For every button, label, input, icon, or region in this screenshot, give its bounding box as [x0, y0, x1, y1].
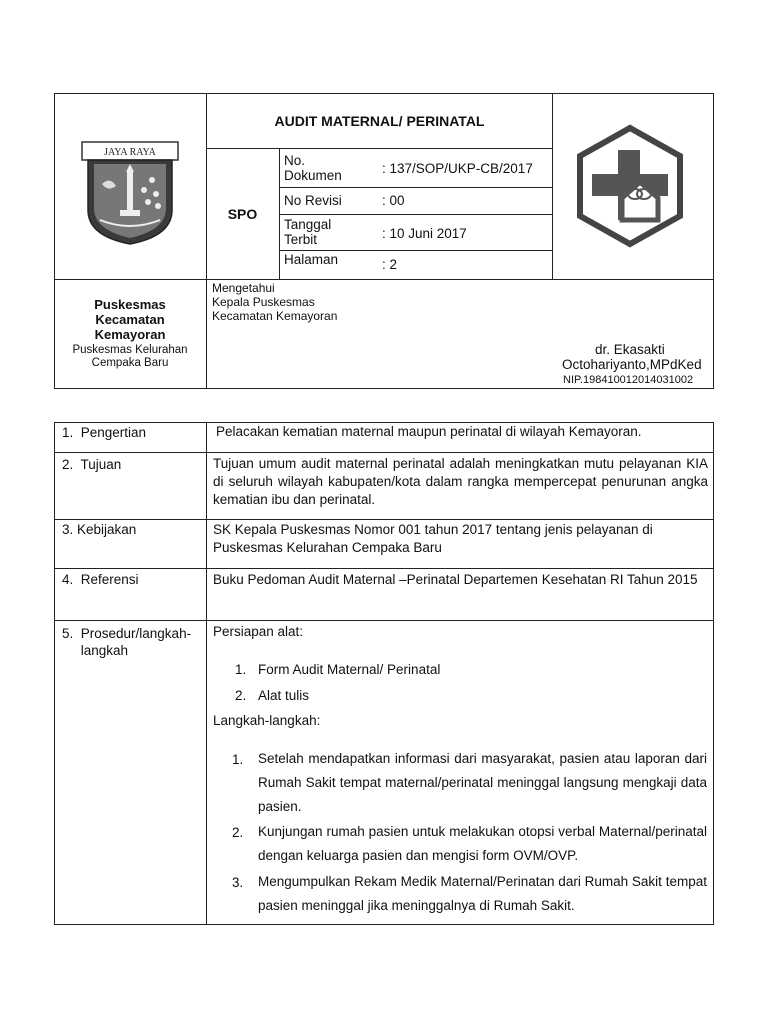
approval-line-2: Kepala Puskesmas — [212, 295, 315, 309]
step-number-1: 1. — [232, 752, 244, 767]
spo-label: SPO — [227, 206, 258, 222]
org-sub-line-1: Puskesmas Kelurahan — [72, 344, 188, 356]
meta-value-tanggal: : 10 Juni 2017 — [382, 226, 467, 241]
section-label-prosedur: 5. Prosedur/langkah- langkah — [62, 626, 192, 658]
org-sub-line-2: Cempaka Baru — [91, 357, 169, 369]
step-item-2: Kunjungan rumah pasien untuk melakukan otopsi verbal Maternal/perinatal dengan keluarga pasien dan mengisi form OVM/OVP. — [258, 824, 707, 863]
org-name-line-3: Kemayoran — [94, 327, 166, 342]
tool-item-2: Alat tulis — [258, 688, 310, 703]
section-label-referensi: 4. Referensi — [62, 572, 139, 587]
approval-line-1: Mengetahui — [212, 281, 275, 295]
tool-number-2: 2. — [235, 688, 247, 703]
step-number-3: 3. — [232, 875, 244, 890]
tool-item-1: Form Audit Maternal/ Perinatal — [258, 662, 441, 677]
meta-value-halaman: : 2 — [382, 257, 398, 272]
meta-label-halaman: Halaman — [284, 252, 339, 267]
meta-value-revisi: : 00 — [382, 193, 405, 208]
puskesmas-logo — [574, 124, 686, 248]
org-name-line-2: Kecamatan — [95, 312, 165, 327]
tool-number-1: 1. — [235, 662, 247, 677]
tools-heading: Persiapan alat: — [213, 624, 304, 639]
section-text-tujuan: Tujuan umum audit maternal perinatal adalah meningkatkan mutu pelayanan KIA di seluruh wilayah kabupaten/kota dalam rangka mempercepat penurunan angka kematian ibu dan perinatal. — [213, 456, 708, 507]
document-title: AUDIT MATERNAL/ PERINATAL — [274, 113, 485, 129]
signer-name-line-2: Octohariyanto,MPdKed — [562, 357, 702, 372]
signer-nip: NIP.198410012014031002 — [563, 374, 694, 386]
org-name-line-1: Puskesmas — [94, 297, 166, 312]
crest-text: JAYA RAYA — [104, 147, 156, 158]
section-label-kebijakan: 3. Kebijakan — [62, 522, 137, 537]
section-label-pengertian: 1. Pengertian — [62, 425, 147, 440]
section-text-pengertian: Pelacakan kematian maternal maupun perinatal di wilayah Kemayoran. — [216, 424, 642, 439]
section-label-tujuan: 2. Tujuan — [62, 457, 122, 472]
step-item-3: Mengumpulkan Rekam Medik Maternal/Perinatan dari Rumah Sakit tempat pasien meninggal jika meninggalnya di Rumah Sakit. — [258, 874, 707, 913]
section-text-referensi: Buku Pedoman Audit Maternal –Perinatal Departemen Kesehatan RI Tahun 2015 — [213, 572, 698, 587]
meta-value-dokumen: : 137/SOP/UKP-CB/2017 — [382, 161, 533, 176]
section-text-kebijakan: SK Kepala Puskesmas Nomor 001 tahun 2017 tentang jenis pelayanan di Puskesmas Kelurahan Cempaka Baru — [213, 522, 653, 555]
approval-line-3: Kecamatan Kemayoran — [212, 309, 338, 323]
meta-label-dokumen: No. Dokumen — [284, 153, 342, 183]
jakarta-crest-logo — [80, 140, 180, 246]
step-item-1: Setelah mendapatkan informasi dari masyarakat, pasien atau laporan dari Rumah Sakit tempat maternal/perinatal meninggal langsung mengkaji data pasien. — [258, 751, 707, 814]
steps-heading: Langkah-langkah: — [213, 713, 321, 728]
signer-name-line-1: dr. Ekasakti — [595, 342, 665, 357]
step-number-2: 2. — [232, 825, 244, 840]
meta-label-revisi: No Revisi — [284, 193, 342, 208]
meta-label-tanggal: Tanggal Terbit — [284, 217, 332, 247]
